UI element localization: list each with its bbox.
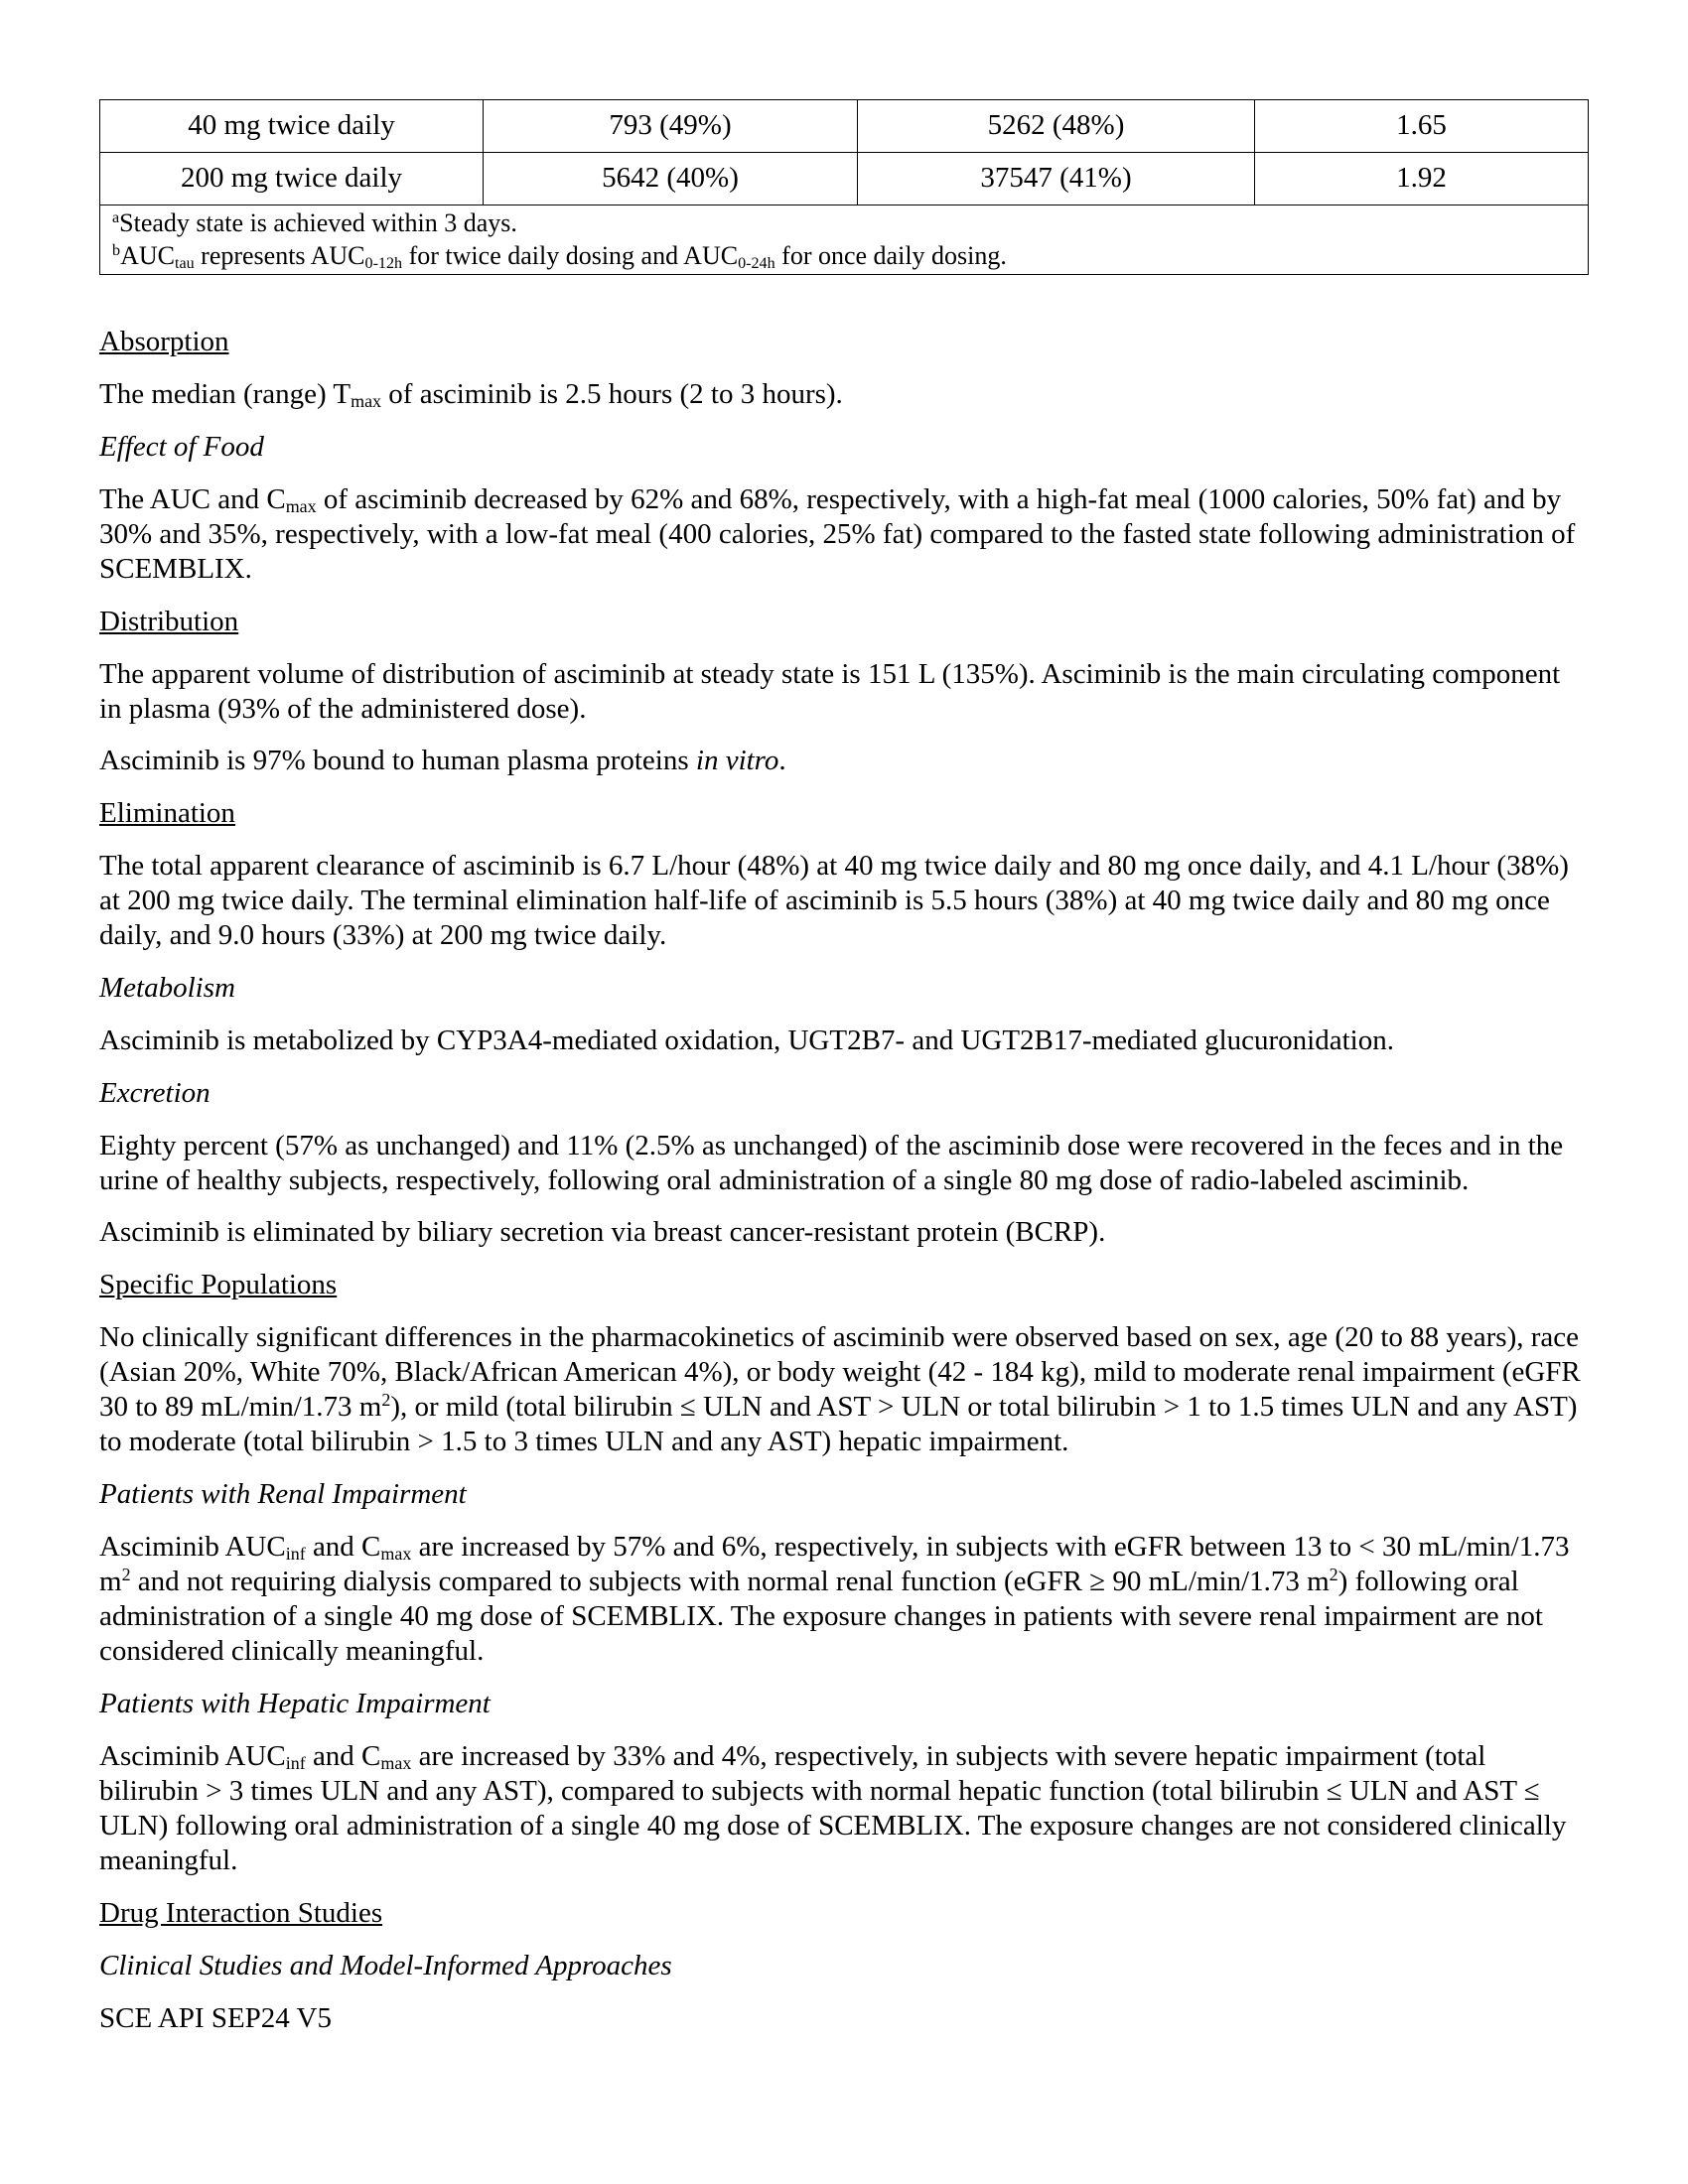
cmax-cell: 793 (49%) (484, 100, 858, 153)
clinical-studies-heading: Clinical Studies and Model-Informed Approaches (99, 1950, 672, 1981)
renal-impairment-heading: Patients with Renal Impairment (99, 1478, 467, 1510)
dose-cell: 40 mg twice daily (100, 100, 484, 153)
hepatic-impairment-paragraph: Asciminib $AUC_{inf}$ and $C_{max}$ are increased by 33% and 4%, respectively, in subjects with severe hepatic impairment (total bilirubin > 3 times ULN and any AST), compared to subjects with normal hepatic function (total bilirubin ≤ ULN and AST ≤ ULN) following oral administration of a single 40 mg dose of SCEMBLIX. The exposure changes are not considered clinically meaningful. (99, 1740, 1567, 1876)
ratio-cell: 1.65 (1255, 100, 1589, 153)
excretion-paragraph-2: Asciminib is eliminated by biliary secretion via breast cancer-resistant protein (BCRP). (99, 1216, 1106, 1248)
drug-interaction-heading: Drug Interaction Studies (99, 1897, 383, 1929)
table-row (100, 153, 1589, 205)
excretion-heading: Excretion (99, 1077, 211, 1109)
pk-table (99, 99, 1589, 275)
specific-populations-heading: Specific Populations (99, 1269, 338, 1300)
footnote-a: $^a$Steady state is achieved within 3 days. (112, 208, 517, 237)
cmax-cell: 5642 (40%) (484, 153, 858, 205)
metabolism-paragraph: Asciminib is metabolized by CYP3A4-mediated oxidation, UGT2B7- and UGT2B17-mediated glucuronidation. (99, 1024, 1394, 1056)
table-footnotes (100, 205, 1589, 275)
footnotes-cell (100, 205, 1589, 275)
elimination-paragraph: The total apparent clearance of asciminib is 6.7 L/hour (48%) at 40 mg twice daily and 80 mg once daily, and 4.1 L/hour (38%) at 200 mg twice daily. The terminal elimination half-life of asciminib is 5.5 hours (38%) at 40 mg twice daily and 80 mg once daily, and 9.0 hours (33%) at 200 mg twice daily. (99, 850, 1569, 951)
document-page (99, 99, 1589, 2036)
absorption-paragraph: The median (range) $T_{max}$ of asciminib is 2.5 hours (2 to 3 hours). (99, 378, 843, 412)
distribution-heading: Distribution (99, 606, 239, 637)
auc-cell: 37547 (41%) (858, 153, 1255, 205)
table-row (100, 100, 1589, 153)
dose-cell: 200 mg twice daily (100, 153, 484, 205)
ratio-cell: 1.92 (1255, 153, 1589, 205)
effect-of-food-paragraph: The AUC and $C_{max}$ of asciminib decreased by 62% and 68%, respectively, with a high-fat meal (1000 calories, 50% fat) and by 30% and 35%, respectively, with a low-fat meal (400 calories, 25% fat) compared to the fasted state following administration of SCEMBLIX. (99, 483, 1576, 585)
hepatic-impairment-heading: Patients with Hepatic Impairment (99, 1688, 491, 1719)
elimination-heading: Elimination (99, 797, 235, 829)
excretion-paragraph-1: Eighty percent (57% as unchanged) and 11% (2.5% as unchanged) of the asciminib dose were recovered in the feces and in the urine of healthy subjects, respectively, following oral administration of a single 80 mg dose of radio-labeled asciminib. (99, 1130, 1564, 1196)
auc-cell: 5262 (48%) (858, 100, 1255, 153)
specific-populations-paragraph: No clinically significant differences in the pharmacokinetics of asciminib were observed based on sex, age (20 to 88 years), race (Asian 20%, White 70%, Black/African American 4%), or body weight (42 - 184 kg), mild to moderate renal impairment (eGFR 30 to 89 mL/min/1.73 $m^2$), or mild (total bilirubin ≤ ULN and AST > ULN or total bilirubin > 1 to 1.5 times ULN and any AST) to moderate (total bilirubin > 1.5 to 3 times ULN and any AST) hepatic impairment. (99, 1321, 1581, 1457)
effect-of-food-heading: Effect of Food (99, 431, 264, 463)
footer-code: SCE API SEP24 V5 (99, 2002, 332, 2034)
metabolism-heading: Metabolism (99, 972, 235, 1004)
distribution-paragraph-2: Asciminib is 97% bound to human plasma proteins in vitro. (99, 745, 786, 776)
renal-impairment-paragraph: Asciminib $AUC_{inf}$ and $C_{max}$ are increased by 57% and 6%, respectively, in subjects with eGFR between 13 to < 30 mL/min/1.73 $m^2$ and not requiring dialysis compared to subjects with normal renal function (eGFR ≥ 90 mL/min/1.73 $m^2$) following oral administration of a single 40 mg dose of SCEMBLIX. The exposure changes in patients with severe renal impairment are not considered clinically meaningful. (99, 1531, 1570, 1667)
distribution-paragraph-1: The apparent volume of distribution of asciminib at steady state is 151 L (135%). Asciminib is the main circulating component in plasma (93% of the administered dose). (99, 658, 1561, 725)
footnote-b: $^bAUC_{tau}$ represents $AUC_{0-12h}$ for twice daily dosing and $AUC_{0-24h}$ for once daily dosing. (112, 241, 1007, 273)
absorption-heading: Absorption (99, 326, 229, 357)
